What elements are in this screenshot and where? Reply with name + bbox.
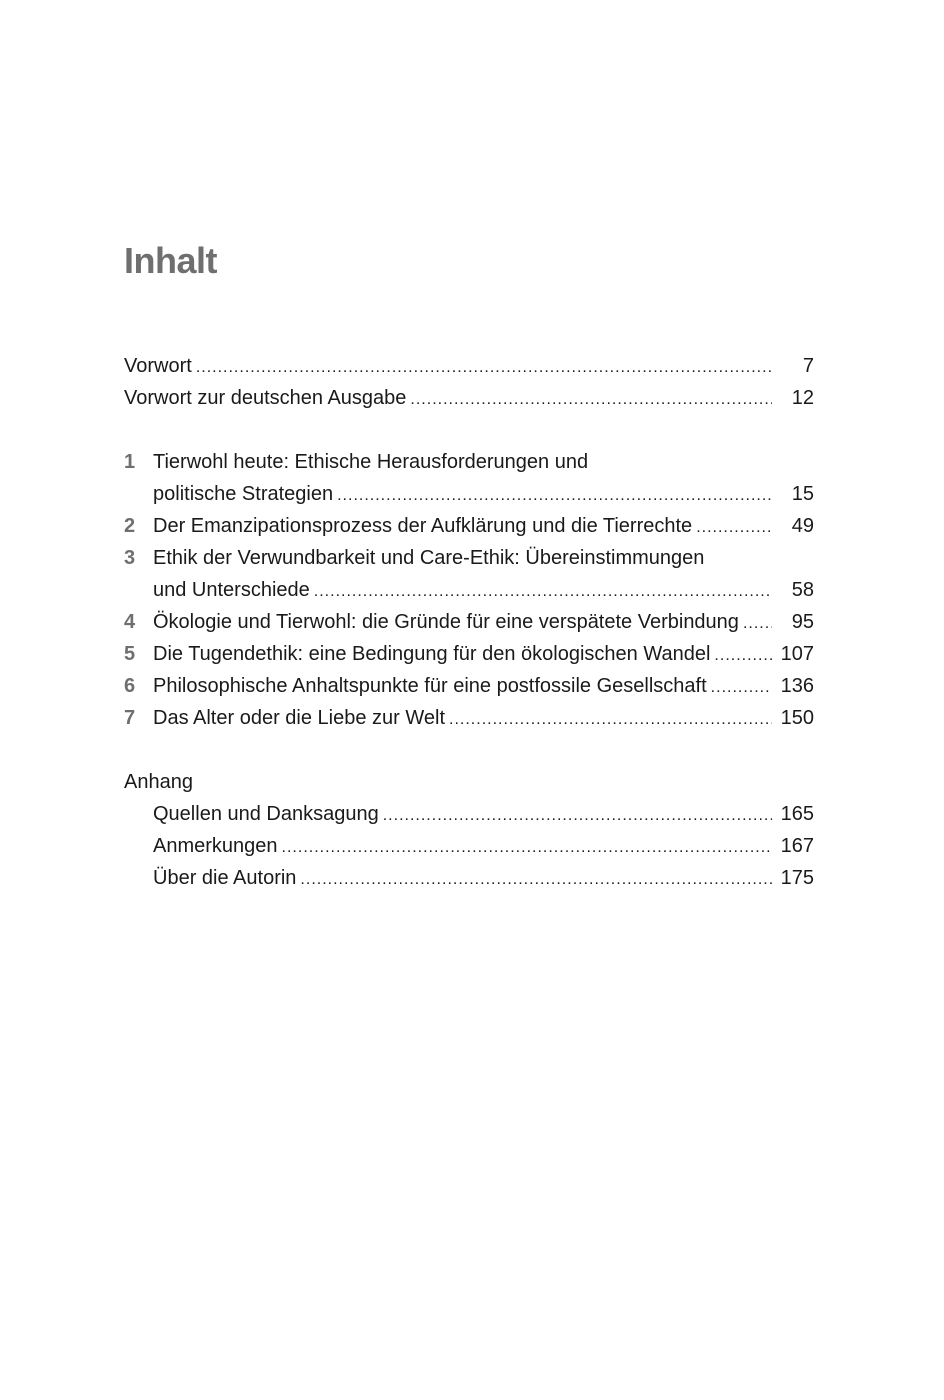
chapter-number: 1 [124,451,136,473]
section-gap [124,734,814,766]
toc-entry-label: Anmerkungen [153,835,278,857]
toc-entry-label: Ökologie und Tierwohl: die Gründe für eine verspätete Verbindung [153,611,739,633]
leader-dots [449,704,772,736]
toc-page-number: 175 [780,867,814,889]
chapter-number: 4 [124,611,136,633]
chapter-number: 5 [124,643,136,665]
toc-page-number: 49 [791,515,814,537]
chapter-number: 3 [124,547,136,569]
toc-entry-vorwort[interactable] [124,350,814,382]
leader-dots [410,384,772,416]
toc-chapter-4[interactable] [124,606,814,638]
leader-dots [714,640,772,672]
appendix-heading-label: Anhang [124,771,193,793]
section-gap [124,414,814,446]
chapter-number: 6 [124,675,136,697]
leader-dots [743,608,772,640]
toc-chapter-7[interactable] [124,702,814,734]
leader-dots [196,352,772,384]
toc-entry-label: Über die Autorin [153,867,297,889]
toc-page-number: 7 [802,355,814,377]
toc-entry-label: politische Strategien [153,483,334,505]
appendix-heading [124,766,814,798]
leader-dots [696,512,772,544]
toc-entry-label: Der Emanzipationsprozess der Aufklärung und die Tierrechte [153,515,693,537]
toc-chapter-3[interactable] [124,542,814,574]
toc-chapter-5[interactable] [124,638,814,670]
toc-page-number: 165 [780,803,814,825]
toc-appendix-quellen[interactable] [124,798,814,830]
toc-page-number: 136 [780,675,814,697]
toc-entry-label: Quellen und Danksagung [153,803,379,825]
leader-dots [337,480,772,512]
toc-entry-label: Tierwohl heute: Ethische Herausforderungen und [153,451,589,473]
toc-chapter-1[interactable] [124,446,814,478]
toc-entry-vorwort-deutsche-ausgabe[interactable] [124,382,814,414]
toc-chapter-1-continued[interactable] [124,478,814,510]
toc-page-number: 58 [791,579,814,601]
leader-dots [300,864,772,896]
toc-chapter-3-continued[interactable] [124,574,814,606]
toc-appendix-anmerkungen[interactable] [124,830,814,862]
leader-dots [383,800,772,832]
toc-chapter-6[interactable] [124,670,814,702]
toc-page-number: 12 [791,387,814,409]
leader-dots [314,576,772,608]
toc-entry-label: Philosophische Anhaltspunkte für eine postfossile Gesellschaft [153,675,707,697]
leader-dots [282,832,772,864]
toc-page-number: 150 [780,707,814,729]
toc-entry-label: und Unterschiede [153,579,310,601]
toc-entry-label: Die Tugendethik: eine Bedingung für den ökologischen Wandel [153,643,711,665]
toc-chapter-2[interactable] [124,510,814,542]
toc-appendix-autorin[interactable] [124,862,814,894]
toc-entry-label: Vorwort [124,355,192,377]
toc-entry-label: Vorwort zur deutschen Ausgabe [124,387,407,409]
leader-dots [711,672,772,704]
toc-page-number: 15 [791,483,814,505]
toc-entry-label: Ethik der Verwundbarkeit und Care-Ethik: Übereinstimmungen [153,547,705,569]
table-of-contents [124,350,814,894]
toc-page-number: 167 [780,835,814,857]
chapter-number: 2 [124,515,136,537]
toc-page-number: 107 [780,643,814,665]
toc-entry-label: Das Alter oder die Liebe zur Welt [153,707,446,729]
toc-page-number: 95 [791,611,814,633]
page-title: Inhalt [124,240,217,281]
chapter-number: 7 [124,707,136,729]
